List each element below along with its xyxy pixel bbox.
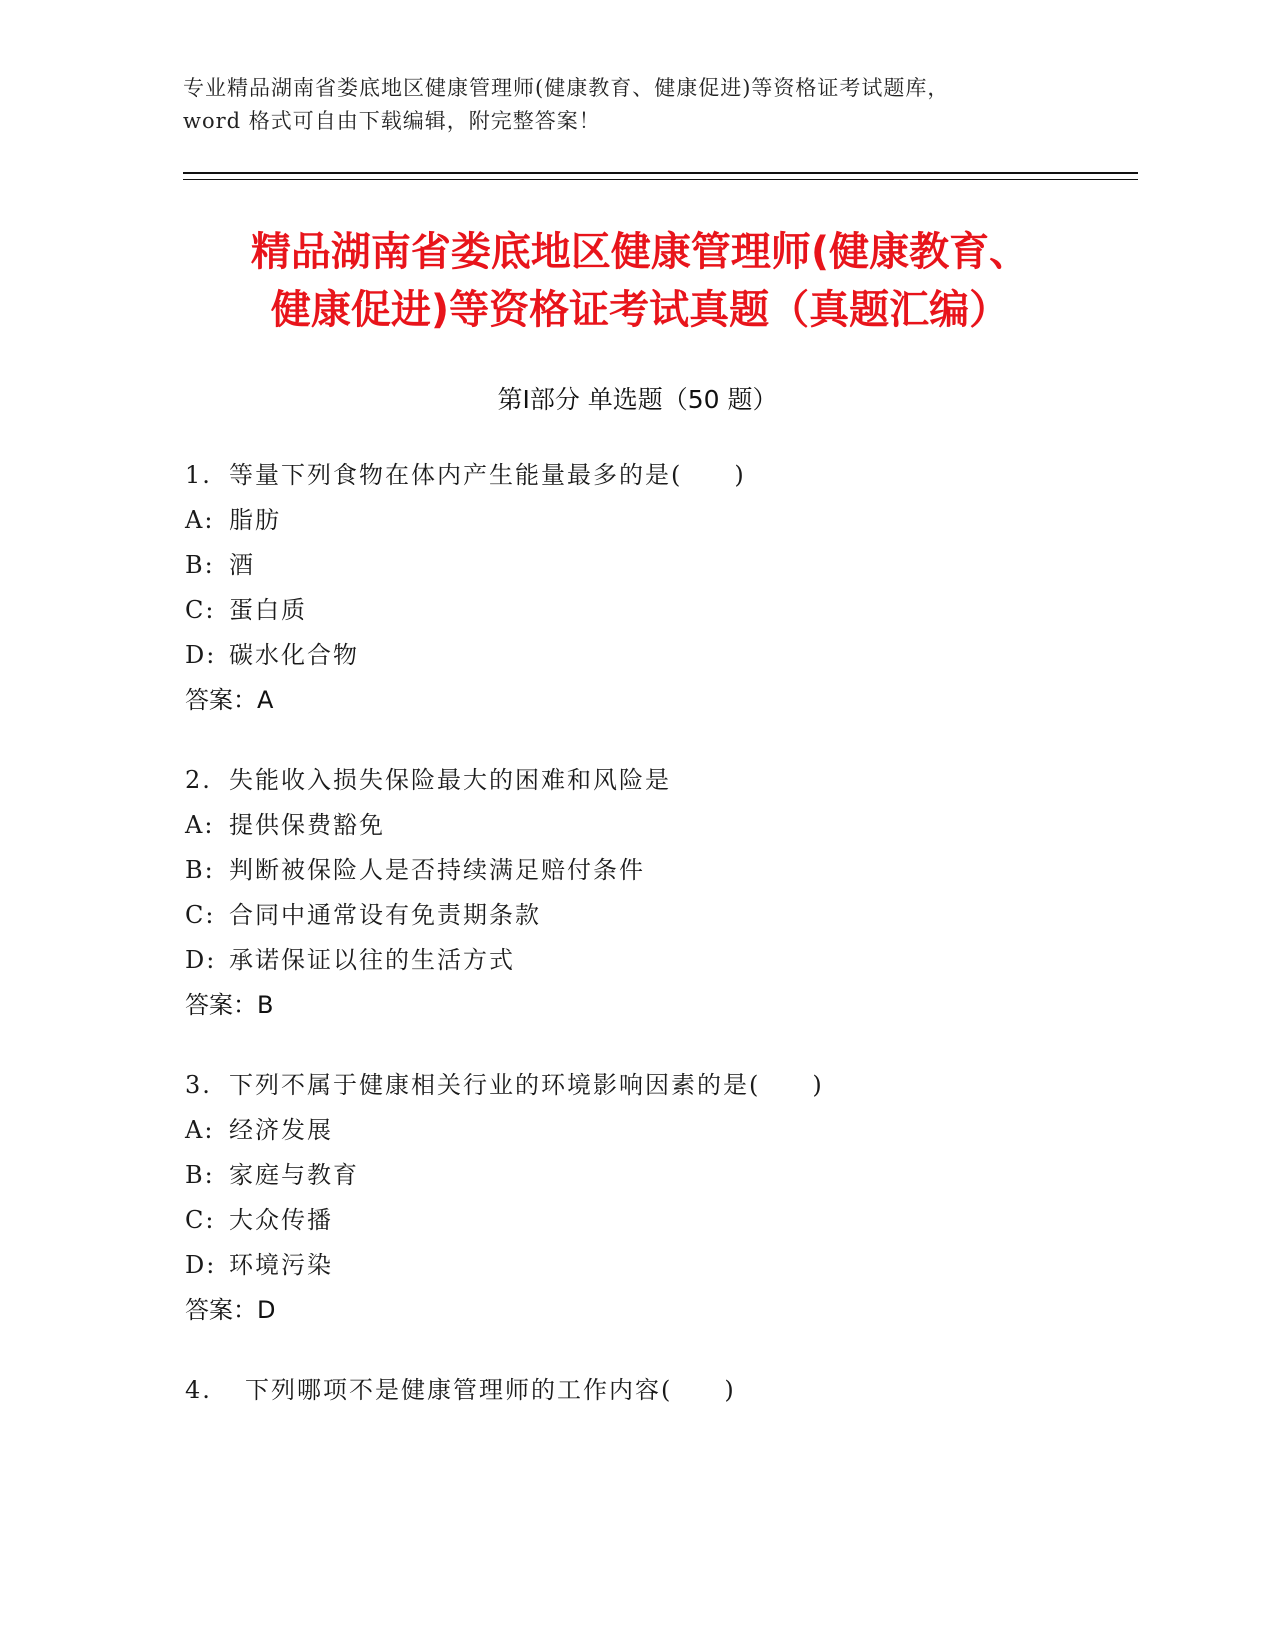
- option-text: 脂肪: [229, 506, 281, 534]
- option-text: 提供保费豁免: [229, 811, 385, 839]
- option-c: [185, 1198, 1085, 1243]
- header-divider-thick: [183, 172, 1138, 174]
- option-key: B:: [185, 1161, 215, 1189]
- option-key: B:: [185, 856, 215, 884]
- option-c: [185, 588, 1085, 633]
- option-b: [185, 1153, 1085, 1198]
- question-number: 1.: [185, 461, 212, 489]
- page-header: [183, 72, 1113, 138]
- question-stem: [185, 1063, 1085, 1108]
- option-d: [185, 1243, 1085, 1288]
- option-key: C:: [185, 1206, 216, 1234]
- option-text: 大众传播: [229, 1206, 333, 1234]
- question-stem: [185, 1368, 1085, 1413]
- option-key: A:: [185, 506, 215, 534]
- question-text: 等量下列食物在体内产生能量最多的是( ): [229, 461, 746, 489]
- option-text: 碳水化合物: [229, 641, 359, 669]
- option-text: 环境污染: [229, 1251, 333, 1279]
- option-key: D:: [185, 641, 217, 669]
- question-text: 下列哪项不是健康管理师的工作内容( ): [245, 1376, 736, 1404]
- option-text: 经济发展: [229, 1116, 333, 1144]
- question-number: 3.: [185, 1071, 212, 1099]
- header-line-2: word 格式可自由下载编辑，附完整答案！: [183, 109, 601, 133]
- option-key: D:: [185, 946, 217, 974]
- title-line-1: 精品湖南省娄底地区健康管理师(健康教育、: [250, 229, 1030, 275]
- option-d: [185, 633, 1085, 678]
- option-key: C:: [185, 901, 216, 929]
- question-number: 2.: [185, 766, 212, 794]
- option-key: B:: [185, 551, 215, 579]
- option-text: 家庭与教育: [229, 1161, 359, 1189]
- document-title: [160, 223, 1120, 339]
- title-line-2: 健康促进)等资格证考试真题（真题汇编）: [270, 287, 1010, 333]
- section-title: 第Ⅰ部分 单选题（50 题）: [497, 385, 778, 414]
- answer: [185, 678, 1085, 723]
- option-text: 酒: [229, 551, 255, 579]
- option-key: D:: [185, 1251, 217, 1279]
- question-text: 下列不属于健康相关行业的环境影响因素的是( ): [229, 1071, 824, 1099]
- option-c: [185, 893, 1085, 938]
- option-text: 合同中通常设有免责期条款: [229, 901, 541, 929]
- answer-value: D: [257, 1296, 276, 1324]
- question-2: [185, 758, 1085, 1028]
- option-text: 判断被保险人是否持续满足赔付条件: [229, 856, 645, 884]
- answer-label: 答案：: [185, 1296, 257, 1324]
- answer: [185, 1288, 1085, 1333]
- answer-label: 答案：: [185, 686, 257, 714]
- option-b: [185, 848, 1085, 893]
- option-key: C:: [185, 596, 216, 624]
- answer-value: B: [257, 991, 274, 1019]
- question-text: 失能收入损失保险最大的困难和风险是: [229, 766, 671, 794]
- option-d: [185, 938, 1085, 983]
- option-b: [185, 543, 1085, 588]
- question-3: [185, 1063, 1085, 1333]
- option-a: [185, 1108, 1085, 1153]
- question-4: [185, 1368, 1085, 1413]
- answer-value: A: [257, 686, 274, 714]
- answer-label: 答案：: [185, 991, 257, 1019]
- option-key: A:: [185, 811, 215, 839]
- option-key: A:: [185, 1116, 215, 1144]
- question-number: 4.: [185, 1376, 212, 1404]
- header-divider-thin: [183, 179, 1138, 180]
- option-text: 蛋白质: [229, 596, 307, 624]
- question-stem: [185, 758, 1085, 803]
- header-line-1: 专业精品湖南省娄底地区健康管理师(健康教育、健康促进)等资格证考试题库，: [183, 76, 950, 100]
- question-stem: [185, 453, 1085, 498]
- option-a: [185, 498, 1085, 543]
- option-text: 承诺保证以往的生活方式: [229, 946, 515, 974]
- option-a: [185, 803, 1085, 848]
- answer: [185, 983, 1085, 1028]
- question-1: [185, 453, 1085, 723]
